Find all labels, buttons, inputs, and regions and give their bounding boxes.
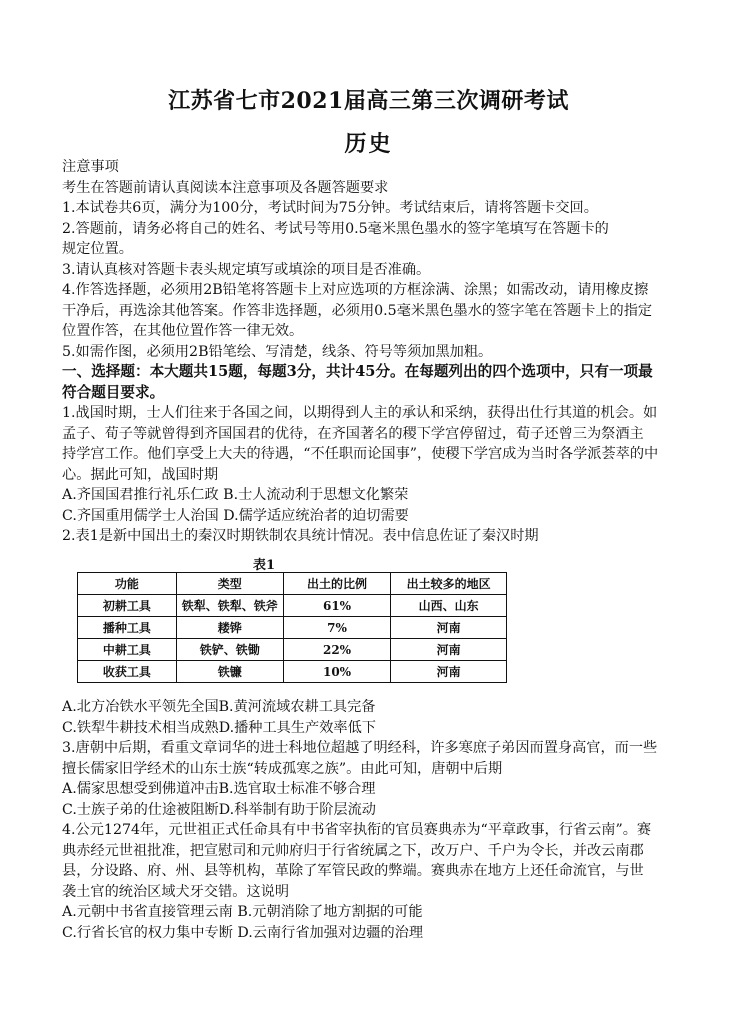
question-3-line: 擅长儒家旧学经术的山东士族“转成孤寒之族”。由此可知，唐朝中后期: [62, 760, 503, 777]
question-1-option: A.齐国国君推行礼乐仁政 B.士人流动利于思想文化繁荣: [62, 487, 409, 503]
question-3-line: 3.唐朝中后期，看重文章词华的进士科地位超越了明经科，许多寒庶子弟因而置身高官，而一些: [62, 740, 658, 756]
section-heading: 一、选择题：本大题共15题，每题3分，共计45分。在每题列出的四个选项中，只有一项最: [62, 363, 653, 380]
question-4-option: C.行省长官的权力集中专断 D.云南行省加强对边疆的治理: [62, 924, 424, 941]
question-3-option: C.士族子弟的仕途被阻断D.科举制有助于阶层流动: [62, 801, 376, 818]
table-cell: 河南: [391, 661, 507, 683]
subject-title: 历史: [344, 131, 393, 157]
question-1-line: 持学宫工作。他们享受上大夫的待遇，“不任职而论国事”，使稷下学宫成为当时各学派荟萃的中: [62, 446, 659, 462]
table-header-cell: 出土的比例: [283, 573, 390, 595]
table-row: [78, 617, 507, 639]
table-cell: 收获工具: [78, 661, 177, 683]
table-cell: 中耕工具: [78, 639, 177, 661]
table-cell: 河南: [391, 639, 507, 661]
question-1-line: 孟子、荀子等就曾得到齐国国君的优待，在齐国著名的稷下学宫停留过，荀子还曾三为祭酒主: [62, 425, 644, 442]
question-2-stem: 2.表1是新中国出土的秦汉时期铁制农具统计情况。表中信息佐证了秦汉时期: [62, 528, 539, 544]
notes-line: 位置作答，在其他位置作答一律无效。: [62, 323, 304, 339]
remaining-questions: [62, 697, 702, 943]
table-header-cell: 功能: [78, 573, 177, 595]
notes-line: 1.本试卷共6页，满分为100分，考试时间为75分钟。考试结束后，请将答题卡交回。: [62, 200, 598, 216]
table-cell: 10%: [283, 661, 390, 683]
section-heading: 符合题目要求。: [62, 383, 165, 401]
table-cell: 初耕工具: [78, 595, 177, 617]
table-cell: 铁镰: [176, 661, 283, 683]
notes-and-questions: [62, 157, 692, 547]
question-4-option: A.元朝中书省直接管理云南 B.元朝消除了地方割据的可能: [62, 904, 423, 920]
table-row: [78, 639, 507, 661]
table-cell: 播种工具: [78, 617, 177, 639]
notes-line: 5.如需作图，必须用2B铅笔绘、写清楚，线条、符号等须加黑加粗。: [62, 343, 493, 360]
question-3-option: A.儒家思想受到佛道冲击B.选官取士标准不够合理: [62, 781, 376, 797]
question-4-line: 典赤经元世祖批准，把宣慰司和元帅府归于行省统属之下，改万户、千户为令长，并改云南郡: [62, 842, 644, 859]
question-4-line: 袭土官的统治区域犬牙交错。这说明: [62, 883, 290, 900]
question-4-line: 4.公元1274年，元世祖正式任命具有中书省宰执衔的官员赛典赤为“平章政事，行省云南”。赛: [62, 822, 652, 838]
notes-line: 注意事项: [62, 159, 119, 175]
question-2-option: A.北方冶铁水平领先全国B.黄河流域农耕工具完备: [62, 699, 376, 715]
farm-tools-table: [77, 572, 507, 683]
table-row: [78, 661, 507, 683]
question-2-option: C.铁犁牛耕技术相当成熟D.播种工具生产效率低下: [62, 719, 376, 736]
table-cell: 铁犁、铁犁、铁斧: [176, 595, 283, 617]
notes-line: 4.作答选择题，必须用2B铅笔将答题卡上对应选项的方框涂满、涂黑；如需改动，请用橡皮擦: [62, 282, 649, 298]
notes-line: 干净后，再选涂其他答案。作答非选择题，必须用0.5毫米黑色墨水的签字笔在答题卡上的指定: [62, 302, 653, 319]
table-header-cell: 类型: [176, 573, 283, 595]
question-1-option: C.齐国重用儒学士人治国 D.儒学适应统治者的迫切需要: [62, 507, 409, 524]
question-4-line: 县，分设路、府、州、县等机构，革除了军管民政的弊端。赛典赤在地方上还任命流官，与世: [62, 863, 644, 879]
table-row: [78, 595, 507, 617]
table-cell: 河南: [391, 617, 507, 639]
question-1-line: 心。据此可知，战国时期: [62, 466, 219, 483]
notes-line: 3.请认真核对答题卡表头规定填写或填涂的项目是否准确。: [62, 261, 431, 278]
table-caption: 表1: [253, 558, 276, 573]
notes-line: 考生在答题前请认真阅读本注意事项及各题答题要求: [62, 179, 389, 196]
notes-line: 2.答题前，请务必将自己的姓名、考试号等用0.5毫米黑色墨水的签字笔填写在答题卡的: [62, 220, 609, 237]
table-cell: 22%: [283, 639, 390, 661]
notes-line: 规定位置。: [62, 241, 133, 257]
table-header-cell: 出土较多的地区: [391, 573, 507, 595]
table-cell: 7%: [283, 617, 390, 639]
table-cell: 61%: [283, 595, 390, 617]
table-cell: 山西、山东: [391, 595, 507, 617]
question-1-line: 1.战国时期，士人们往来于各国之间，以期得到人主的承认和采纳，获得出仕行其道的机会。如: [62, 405, 658, 421]
table-cell: 耧铧: [176, 617, 283, 639]
exam-title: 江苏省七市2021届高三第三次调研考试: [168, 88, 569, 114]
table-cell: 铁铲、铁锄: [176, 639, 283, 661]
table-header-row: [78, 573, 507, 595]
